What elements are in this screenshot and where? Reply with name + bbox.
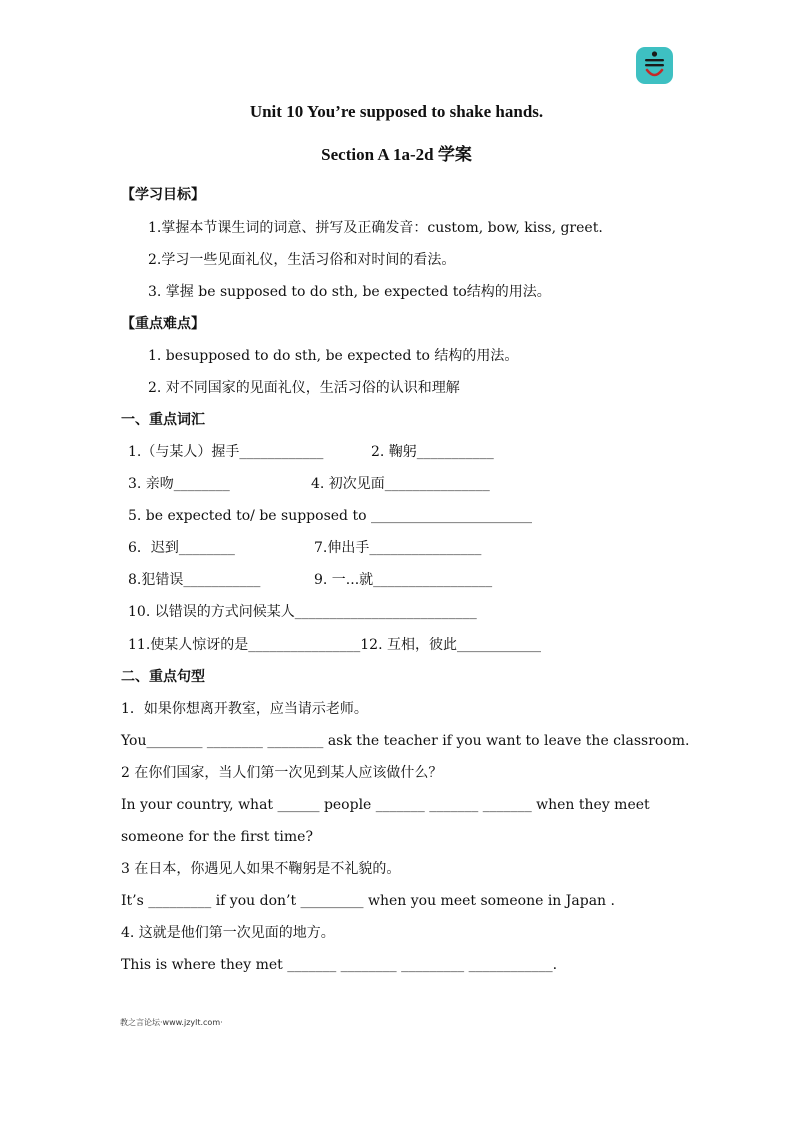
sentence-line: 1．如果你想离开教室，应当请示老师。 [121, 701, 368, 717]
vocab-heading: 一、重点词汇 [121, 412, 205, 428]
vocab-item: 5. be expected to/ be supposed to _______________________ [128, 508, 532, 524]
key-point-item: 2. 对不同国家的见面礼仪，生活习俗的认识和理解 [148, 380, 460, 396]
vocab-item: 7.伸出手________________ [314, 540, 482, 556]
vocab-item: 4. 初次见面_______________ [311, 476, 490, 492]
vocab-item: 1.（与某人）握手____________ [128, 444, 324, 460]
sentence-line: You________ ________ ________ ask the teacher if you want to leave the classroom. [121, 733, 690, 749]
vocab-item: 2. 鞠躬___________ [371, 444, 494, 460]
sentence-line: 2 在你们国家，当人们第一次见到某人应该做什么？ [121, 765, 443, 781]
sentence-line: This is where they met _______ ________ _________ ____________. [121, 957, 558, 973]
sentences-heading: 二、重点句型 [121, 669, 205, 685]
page-subtitle: Section A 1a-2d 学案 [321, 145, 472, 164]
vocab-item: 9. 一...就_________________ [314, 572, 493, 588]
sentence-line: In your country, what ______ people _______ _______ _______ when they meet [121, 797, 650, 813]
goal-item: 1.掌握本节课生词的词意、拼写及正确发音：custom, bow, kiss, greet. [148, 220, 603, 236]
vocab-item: 11.使某人惊讶的是________________12. 互相，彼此____________ [128, 637, 541, 653]
sentence-line: 3 在日本，你遇见人如果不鞠躬是不礼貌的。 [121, 861, 401, 877]
sentence-line: someone for the first time? [121, 829, 313, 845]
sentence-line: 4. 这就是他们第一次见面的地方。 [121, 925, 335, 941]
footer-watermark: 教之言论坛·www.jzylt.com· [120, 1018, 223, 1027]
page-title: Unit 10 You’re supposed to shake hands. [249, 102, 544, 121]
vocab-item: 10. 以错误的方式问候某人__________________________ [128, 604, 477, 620]
goal-item: 3. 掌握 be supposed to do sth, be expected to结构的用法。 [148, 284, 551, 300]
book-face-icon [636, 47, 673, 84]
key-point-item: 1. besupposed to do sth, be expected to 结构的用法。 [148, 348, 519, 364]
goal-item: 2.学习一些见面礼仪，生活习俗和对时间的看法。 [148, 252, 456, 268]
vocab-item: 3. 亲吻________ [128, 476, 230, 492]
vocab-item: 6．迟到________ [128, 540, 235, 556]
sentence-line: It’s _________ if you don’t _________ when you meet someone in Japan . [121, 893, 615, 909]
goals-heading: 【学习目标】 [121, 187, 205, 203]
key-points-heading: 【重点难点】 [121, 316, 205, 332]
vocab-item: 8.犯错误___________ [128, 572, 261, 588]
